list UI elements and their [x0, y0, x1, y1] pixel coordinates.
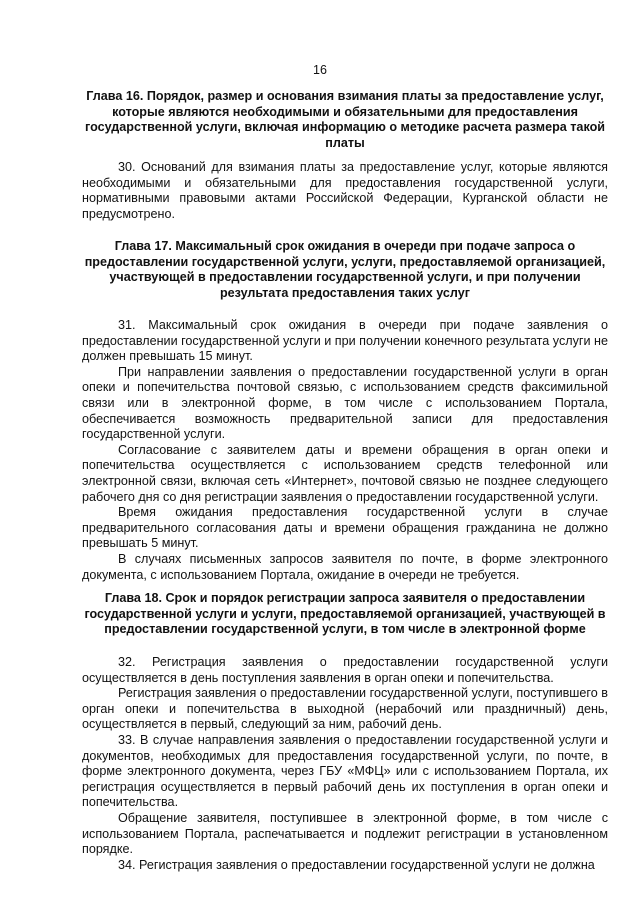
page-number: 16	[313, 63, 327, 77]
paragraph-32: 32. Регистрация заявления о предоставлении государственной услуги осуществляется в день поступления заявления в орган опеки и попечительства.	[82, 655, 608, 685]
paragraph-31: 31. Максимальный срок ожидания в очереди при подаче заявления о предоставлении государственной услуги и при получении конечного результата услуги не должен превышать 15 минут.	[82, 318, 608, 364]
paragraph-33: 33. В случае направления заявления о предоставлении государственной услуги и документов, необходимых для предоставления государственной услуги, по почте, в форме электронного документа, через ГБУ «МФЦ» или с использованием Портала, их регистрация осуществляется в первый рабочий день их поступления в орган опеки и попечительства.	[82, 732, 608, 810]
chapter-16-heading-text: Глава 16. Порядок, размер и основания взимания платы за предоставление услуг, которые являются необходимыми и обязательными для предоставления государственной услуги, включая информацию о методике расчета размера такой платы	[84, 89, 606, 150]
chapter-16-body	[82, 160, 608, 222]
paragraph-31-written: В случаях письменных запросов заявителя по почте, в форме электронного документа, с использованием Портала, ожидание в очереди не требуется.	[82, 551, 608, 582]
chapter-18-body	[82, 655, 608, 873]
paragraph-34: 34. Регистрация заявления о предоставлении государственной услуги не должна	[118, 857, 595, 872]
chapter-17-body	[82, 318, 608, 583]
paragraph-32-holiday: Регистрация заявления о предоставлении государственной услуги, поступившего в орган опеки и попечительства в выходной (нерабочий или праздничный) день, осуществляется в первый, следующий за ним, рабочий день.	[82, 686, 608, 732]
paragraph-31-mail: При направлении заявления о предоставлении государственной услуги в орган опеки и попечительства почтовой связью, с использованием средств факсимильной связи или в электронной форме, в том числе с использованием Портала, обеспечивается возможность предварительной записи для предоставления государственной услуги.	[82, 364, 608, 442]
paragraph-30: 30. Оснований для взимания платы за предоставление услуг, которые являются необходимыми и обязательными для предоставления государственной услуги, нормативными правовыми актами Российской Федерации, Курганской области не предусмотрено.	[82, 160, 608, 221]
chapter-18-heading-text: Глава 18. Срок и порядок регистрации запроса заявителя о предоставлении государственной услуги и услуги, предоставляемой организацией, участвующей в предоставлении государственной услуги, в том числе в электронной форме	[84, 591, 606, 637]
chapter-16-heading	[82, 89, 608, 151]
chapter-18-heading	[82, 591, 608, 638]
paragraph-33-electronic: Обращение заявителя, поступившее в электронной форме, в том числе с использованием Портала, распечатывается и подлежит регистрации в установленном порядке.	[82, 810, 608, 857]
chapter-17-heading	[82, 239, 608, 301]
paragraph-31-agreement: Согласование с заявителем даты и времени обращения в орган опеки и попечительства осуществляется с использованием средств телефонной или электронной связи, включая сеть «Интернет», почтовой связью не позднее следующего рабочего дня со дня регистрации заявления о предоставлении государственной услуги.	[82, 442, 608, 504]
paragraph-31-waiting: Время ожидания предоставления государственной услуги в случае предварительного согласования даты и времени обращения гражданина не должно превышать 5 минут.	[82, 505, 608, 551]
chapter-17-heading-text: Глава 17. Максимальный срок ожидания в очереди при подаче запроса о предоставлении государственной услуги, услуги, предоставляемой организацией, участвующей в предоставлении государственной услуги, и при получении результата предоставления таких услуг	[84, 239, 606, 300]
